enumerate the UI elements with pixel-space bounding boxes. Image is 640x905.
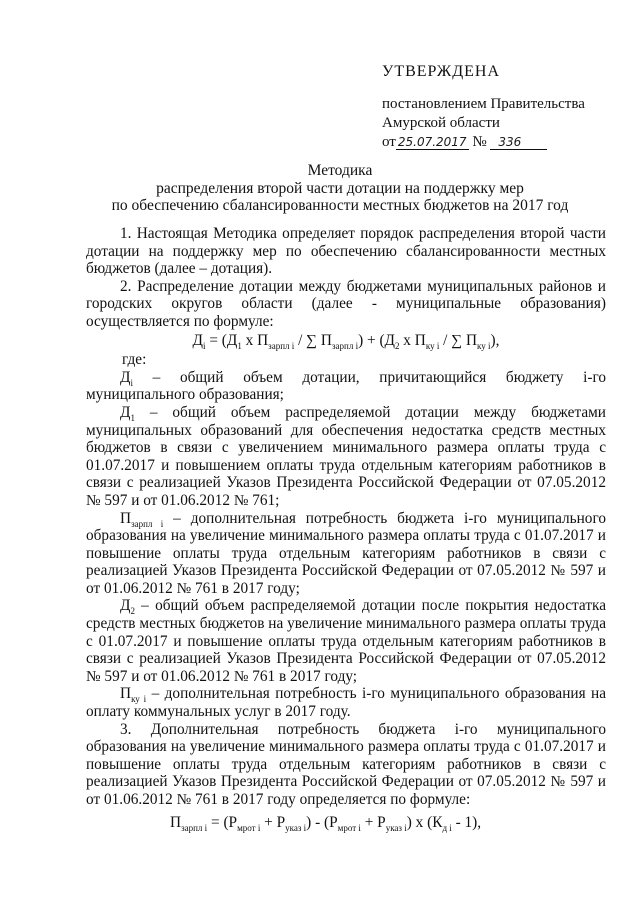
formula-1 (86, 332, 606, 350)
symbol-sub: ку i (131, 694, 147, 705)
formula-1-part: ) + (Д (358, 331, 395, 349)
definition-text: – общий объем дотации, причитающийся бюджету i-го муниципального образования; (86, 368, 606, 404)
symbol: Д (120, 368, 131, 386)
title-line-2: распределения второй части дотации на поддержку мер (156, 179, 524, 197)
approval-stamp (382, 62, 622, 152)
formula-2-sub: д i (442, 823, 452, 834)
title-line-1: Методика (307, 162, 373, 179)
paragraph-2: 2. Распределение дотации между бюджетами муниципальных районов и городских округов области (далее - муниципальные образования) осуществляется по формуле: (86, 277, 606, 330)
formula-2-part: ) x (К (406, 814, 443, 831)
approval-number: 336 (490, 135, 547, 150)
approval-date-line (382, 133, 622, 152)
formula-2-part: = (Р (207, 814, 238, 831)
formula-1-part: Д (192, 331, 203, 349)
symbol: Д (120, 403, 131, 421)
definition-text: – общий объем распределяемой дотации между бюджетами муниципальных образований для обеспечения недостатка средств местных бюджетов в связи с увеличением минимального размера оплаты труда с 01.07.2017 и повышением оплаты труда отдельным категориям работников в связи с реализацией Указов Президента Российской Федерации от 07.05.2012 № 597 и от 01.06.2012 № 761; (86, 403, 606, 509)
definition-d-1 (86, 404, 606, 510)
formula-2-sub: мрот i (237, 823, 261, 834)
symbol-sub: i (130, 377, 133, 388)
title-line-3: по обеспечению сбалансированности местных бюджетов на 2017 год (111, 197, 569, 214)
formula-1-sub: 1 (237, 340, 242, 351)
formula-1-part: / ∑ П (439, 331, 478, 349)
definition-p-ku (86, 685, 606, 720)
formula-1-sub: i (202, 340, 206, 351)
definition-d-2 (86, 597, 606, 685)
paragraph-3: 3. Дополнительная потребность бюджета i-го муниципального образования на увеличение минимального размера оплаты труда с 01.07.2017 и повышение оплаты труда отдельным категориям работников в связи с реализацией Указов Президента Российской Федерации от 07.05.2012 № 597 и от 01.06.2012 № 761 в 2017 году определяется по формуле: (86, 720, 606, 808)
approval-number-label: № (472, 134, 487, 150)
document-body (86, 225, 606, 809)
approval-from-label: от (382, 134, 396, 150)
approval-line-1: постановлением Правительства (382, 96, 585, 112)
symbol-sub: 2 (130, 606, 135, 617)
document-title (100, 162, 580, 215)
where-label: где: (122, 351, 147, 369)
formula-1-sub: ку i (425, 340, 440, 351)
symbol: Д (120, 597, 131, 615)
formula-1-part: = (Д (205, 331, 238, 349)
formula-2-sub: зарпл i (181, 823, 208, 834)
formula-2-sub: указ i (385, 823, 407, 834)
approval-date: 25.07.2017 (397, 135, 467, 149)
symbol-sub: зарпл i (131, 518, 164, 529)
formula-1-part: ), (490, 331, 500, 349)
formula-2-part: ) - (Р (306, 814, 338, 831)
symbol: П (120, 509, 132, 527)
formula-1-sub: ку i (477, 340, 491, 351)
definition-p-zarpl (86, 510, 606, 598)
definition-text: – общий объем распределяемой дотации после покрытия недостатка средств местных бюджетов на увеличение минимального размера оплаты труда с 01.07.2017 и повышение оплаты труда отдельным категориям работников в связи с реализацией Указов Президента Российской Федерации от 07.05.2012 № 597 и от 01.06.2012 № 761 в 2017 году; (86, 597, 606, 685)
paragraph-1: 1. Настоящая Методика определяет порядок распределения второй части дотации на поддержку мер по обеспечению сбалансированности местных бюджетов (далее – дотация). (86, 225, 606, 278)
definition-text: – дополнительная потребность бюджета i-го муниципального образования на увеличение минимального размера оплаты труда с 01.07.2017 и повышение оплаты труда отдельным категориям работников в связи с реализацией Указов Президента Российской Федерации от 07.05.2012 № 597 и от 01.06.2012 № 761 в 2017 году; (86, 509, 607, 597)
approval-line-2: Амурской области (382, 115, 500, 131)
formula-2 (170, 814, 590, 832)
formula-1-sub: 2 (394, 340, 400, 351)
formula-2-part: + Р (360, 814, 386, 831)
definition-text: – дополнительная потребность i-го муниципального образования на оплату коммунальных услуг в 2017 году. (86, 685, 606, 721)
symbol: П (120, 685, 132, 703)
formula-1-part: x П (399, 331, 426, 349)
formula-1-part: / ∑ П (294, 331, 332, 349)
formula-2-part: П (170, 814, 182, 831)
approval-heading: УТВЕРЖДЕНА (382, 63, 501, 80)
formula-2-sub: мрот i (337, 823, 361, 834)
formula-2-part: + Р (260, 814, 286, 831)
formula-1-sub: зарпл i (268, 340, 295, 351)
symbol-sub: 1 (130, 412, 135, 423)
definition-d-i (86, 369, 606, 404)
formula-1-part: x П (241, 331, 269, 349)
formula-1-sub: зарпл i (331, 340, 359, 351)
formula-2-part: - 1), (451, 814, 482, 831)
formula-2-sub: указ i (285, 823, 307, 834)
